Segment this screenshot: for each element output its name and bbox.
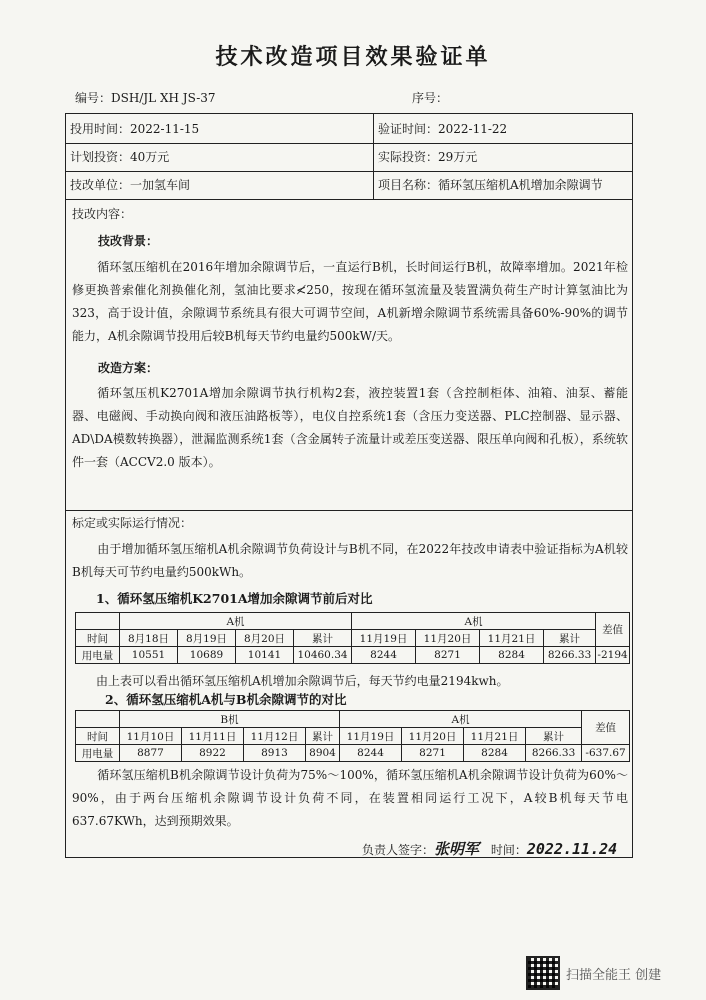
tech-unit: 技改单位：一加氢车间 xyxy=(70,178,191,192)
table2-title: 2、循环氢压缩机A机与B机余隙调节的对比 xyxy=(105,692,347,707)
date-cell: 8月20日 xyxy=(236,630,294,647)
result-intro: 由于增加循环氢压缩机A机余隙调节负荷设计与B机不同，在2022年技改申请表中验证指标为A机较B机每天可节约电量约500kWh。 xyxy=(72,542,628,579)
comparison-table-2 xyxy=(75,710,630,762)
date-cell: 11月21日 xyxy=(480,630,544,647)
content-section xyxy=(72,203,628,474)
row-label: 时间 xyxy=(76,630,120,647)
conclusion-text: 循环氢压缩机B机余隙调节设计负荷为75%～100%，循环氢压缩机A机余隙调节设计负荷为60%～90%，由于两台压缩机余隙调节设计负荷不同，在装置相同运行工况下，A较B机每天节电637.67KWh，达到预期效果。 xyxy=(72,768,628,828)
row-label: 用电量 xyxy=(76,745,120,762)
row-label: 时间 xyxy=(76,728,120,745)
signature: 张明军 xyxy=(434,840,480,858)
value-cell: 8284 xyxy=(464,745,526,762)
value-cell: 8877 xyxy=(120,745,182,762)
value-cell: 10460.34 xyxy=(294,647,352,664)
signer-label: 负责人签字： xyxy=(362,843,435,857)
diff-cell: -637.67 xyxy=(582,745,630,762)
table-cell xyxy=(76,613,120,630)
diff-cell: -2194 xyxy=(596,647,630,664)
group-header: A机 xyxy=(340,711,582,728)
table-row xyxy=(76,745,630,762)
table1-note: 由上表可以看出循环氢压缩机A机增加余隙调节后，每天节约电量2194kwh。 xyxy=(96,674,509,688)
info-row-invest xyxy=(65,143,633,171)
sign-time-label: 时间： xyxy=(490,843,527,857)
row-label: 用电量 xyxy=(76,647,120,664)
plan-title: 改造方案： xyxy=(98,361,159,375)
diff-header: 差值 xyxy=(582,711,630,745)
table-row xyxy=(76,647,630,664)
value-cell: 8904 xyxy=(306,745,340,762)
date-cell: 8月19日 xyxy=(178,630,236,647)
info-row-dates xyxy=(65,115,633,143)
table-row xyxy=(76,613,630,630)
group-header: A机 xyxy=(120,613,352,630)
content-label: 技改内容： xyxy=(72,207,133,221)
result-section xyxy=(72,512,628,584)
date-cell: 11月12日 xyxy=(244,728,306,745)
group-header: A机 xyxy=(352,613,596,630)
date-cell: 累计 xyxy=(306,728,340,745)
value-cell: 10689 xyxy=(178,647,236,664)
conclusion-block xyxy=(72,764,628,833)
sequence-number: 序号： xyxy=(412,91,449,105)
divider xyxy=(65,510,633,511)
value-cell: 8271 xyxy=(402,745,464,762)
group-header: B机 xyxy=(120,711,340,728)
scanner-watermark: 扫描全能王 创建 xyxy=(566,968,662,983)
diff-header: 差值 xyxy=(596,613,630,647)
plan-text: 循环氢压机K2701A增加余隙调节执行机构2套，液控装置1套（含控制柜体、油箱、油泵、蓄能器、电磁阀、手动换向阀和液压油路板等），电仪自控系统1套（含压力变送器、PLC控制器、显示器、AD\DA模数转换器），泄漏监测系统1套（含金属转子流量计或差压变送器、限压单向阀和孔板），系统软件一套（ACCV2.0 版本）。 xyxy=(72,386,628,469)
value-cell: 8284 xyxy=(480,647,544,664)
date-cell: 11月19日 xyxy=(352,630,416,647)
value-cell: 8922 xyxy=(182,745,244,762)
table-row xyxy=(76,711,630,728)
info-row-project xyxy=(65,171,633,199)
page-title: 技术改造项目效果验证单 xyxy=(215,44,491,70)
project-name: 项目名称：循环氢压缩机A机增加余隙调节 xyxy=(378,178,603,192)
signature-line xyxy=(362,838,617,859)
value-cell: 8266.33 xyxy=(526,745,582,762)
value-cell: 10551 xyxy=(120,647,178,664)
divider xyxy=(65,199,633,200)
date-cell: 累计 xyxy=(526,728,582,745)
date-cell: 11月20日 xyxy=(402,728,464,745)
value-cell: 8266.33 xyxy=(544,647,596,664)
table1-title: 1、循环氢压缩机K2701A增加余隙调节前后对比 xyxy=(96,591,373,606)
result-label: 标定或实际运行情况： xyxy=(72,516,193,530)
value-cell: 8913 xyxy=(244,745,306,762)
value-cell: 10141 xyxy=(236,647,294,664)
date-cell: 11月19日 xyxy=(340,728,402,745)
serial-number: 编号：DSH/JL XH JS-37 xyxy=(75,91,216,105)
date-cell: 累计 xyxy=(294,630,352,647)
table-row xyxy=(76,728,630,745)
background-title: 技改背景： xyxy=(98,234,159,248)
qr-code-icon xyxy=(528,958,558,988)
value-cell: 8271 xyxy=(416,647,480,664)
actual-investment: 实际投资：29万元 xyxy=(378,150,478,164)
value-cell: 8244 xyxy=(352,647,416,664)
date-cell: 11月20日 xyxy=(416,630,480,647)
date-in-use: 投用时间：2022-11-15 xyxy=(70,122,200,136)
background-text: 循环氢压缩机在2016年增加余隙调节后，一直运行B机，长时间运行B机，故障率增加。2021年检修更换普索催化剂换催化剂，氢油比要求≮250，按现在循环氢流量及装置满负荷生产时计算氢油比为323，高于设计值，余隙调节系统具有很大可调节空间，A机新增余隙调节系统需具备60%-90%的调节能力，A机余隙调节投用后较B机每天节约电量约500kW/天。 xyxy=(72,260,628,343)
date-verify: 验证时间：2022-11-22 xyxy=(378,122,508,136)
sign-time-value: 2022.11.24 xyxy=(526,840,618,858)
date-cell: 11月21日 xyxy=(464,728,526,745)
comparison-table-1 xyxy=(75,612,630,664)
date-cell: 11月11日 xyxy=(182,728,244,745)
date-cell: 累计 xyxy=(544,630,596,647)
table-cell xyxy=(76,711,120,728)
divider xyxy=(373,113,374,199)
planned-investment: 计划投资：40万元 xyxy=(70,150,170,164)
date-cell: 8月18日 xyxy=(120,630,178,647)
date-cell: 11月10日 xyxy=(120,728,182,745)
table-row xyxy=(76,630,630,647)
value-cell: 8244 xyxy=(340,745,402,762)
